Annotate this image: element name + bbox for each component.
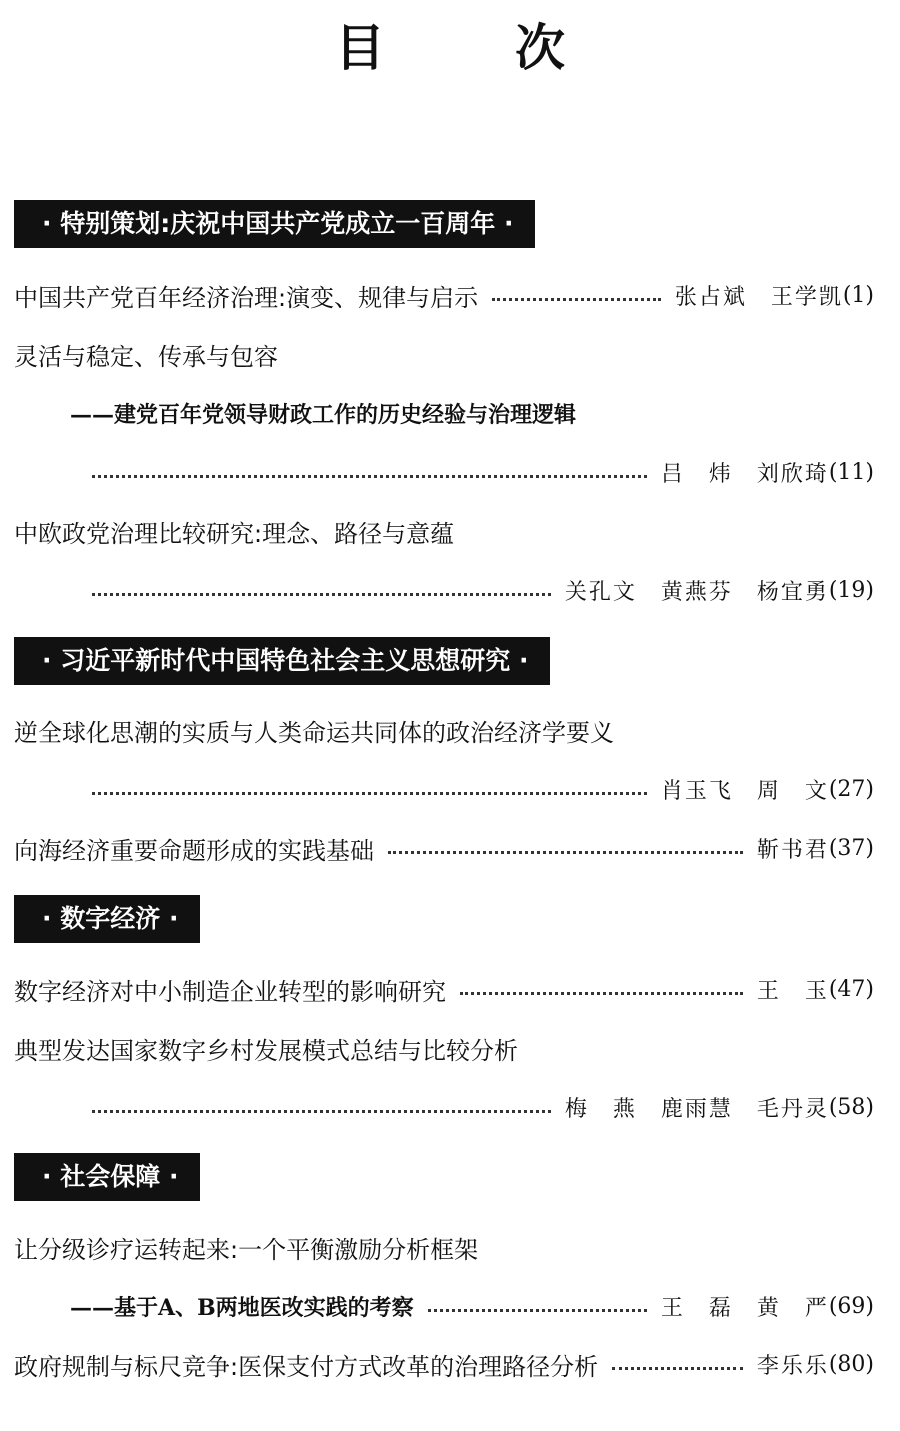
dot-leader — [612, 1367, 743, 1370]
bullet-dot-icon: · — [168, 904, 179, 933]
entry-authors: 吕 炜 刘欣琦 — [660, 461, 829, 487]
bullet-dot-icon: · — [503, 209, 514, 238]
bullet-dot-icon: · — [42, 1162, 52, 1191]
toc-entry-leader-line — [14, 1089, 874, 1125]
bullet-dot-icon: · — [42, 646, 52, 675]
entry-subtitle: ——基于A、B两地医改实践的考察 — [70, 1294, 414, 1321]
bullet-dot-icon: · — [518, 646, 529, 675]
section-header-digital-economy — [14, 895, 200, 943]
section-label: 特别策划:庆祝中国共产党成立一百周年 — [60, 209, 496, 238]
entry-authors: 王 磊 黄 严 — [660, 1295, 829, 1321]
dot-leader — [92, 1110, 551, 1113]
entry-title: 数字经济对中小制造企业转型的影响研究 — [14, 977, 446, 1006]
entry-title: 灵活与稳定、传承与包容 — [14, 342, 278, 371]
toc-entry-leader-line — [14, 771, 874, 807]
dot-leader — [92, 475, 647, 478]
entry-page: (69) — [828, 1293, 874, 1319]
toc-entry[interactable] — [14, 336, 874, 372]
entry-page: (58) — [828, 1094, 874, 1120]
toc-entry[interactable] — [14, 830, 874, 866]
dot-leader — [92, 792, 647, 795]
section-label: 数字经济 — [60, 904, 161, 933]
entry-title: 政府规制与标尺竞争:医保支付方式改革的治理路径分析 — [14, 1352, 599, 1381]
toc-entry-leader-line — [14, 572, 874, 608]
toc-entry[interactable] — [14, 1229, 874, 1265]
entry-subtitle: ——建党百年党领导财政工作的历史经验与治理逻辑 — [70, 401, 577, 428]
toc-entry[interactable] — [14, 1030, 874, 1066]
toc-entry[interactable] — [14, 712, 874, 748]
entry-page: (27) — [828, 776, 874, 802]
entry-authors: 关孔文 黄燕芬 杨宜勇 — [564, 579, 829, 605]
entry-authors: 靳书君 — [756, 837, 829, 863]
entry-page: (1) — [842, 282, 874, 308]
entry-page: (80) — [828, 1351, 874, 1377]
entry-page: (19) — [828, 577, 874, 603]
dot-leader — [92, 593, 551, 596]
toc-entry-leader-line — [14, 454, 874, 490]
entry-title: 典型发达国家数字乡村发展模式总结与比较分析 — [14, 1036, 518, 1065]
toc-entry-subtitle — [14, 1288, 874, 1324]
toc-entry[interactable] — [14, 1346, 874, 1382]
entry-title: 向海经济重要命题形成的实践基础 — [14, 836, 374, 865]
entry-title: 让分级诊疗运转起来:一个平衡激励分析框架 — [14, 1235, 479, 1264]
dot-leader — [388, 851, 743, 854]
dot-leader — [492, 298, 661, 301]
page-title: 目 次 — [335, 18, 605, 77]
section-header-social-security — [14, 1153, 200, 1201]
toc-entry-subtitle — [14, 395, 874, 431]
section-header-xi-thought — [14, 637, 550, 685]
bullet-dot-icon: · — [168, 1162, 179, 1191]
entry-page: (11) — [828, 459, 874, 485]
section-header-special-feature — [14, 200, 535, 248]
entry-authors: 王 玉 — [756, 978, 829, 1004]
toc-entry[interactable] — [14, 971, 874, 1007]
entry-authors: 梅 燕 鹿雨慧 毛丹灵 — [564, 1096, 829, 1122]
section-label: 习近平新时代中国特色社会主义思想研究 — [60, 646, 511, 675]
bullet-dot-icon: · — [42, 904, 52, 933]
toc-entry[interactable] — [14, 513, 874, 549]
entry-page: (37) — [828, 835, 874, 861]
entry-title: 中欧政党治理比较研究:理念、路径与意蕴 — [14, 519, 455, 548]
entry-title: 中国共产党百年经济治理:演变、规律与启示 — [14, 283, 479, 312]
section-label: 社会保障 — [60, 1162, 161, 1191]
entry-page: (47) — [828, 976, 874, 1002]
toc-entry[interactable] — [14, 277, 874, 313]
entry-authors: 肖玉飞 周 文 — [660, 778, 829, 804]
dot-leader — [428, 1309, 647, 1312]
entry-authors: 张占斌 王学凯 — [674, 284, 843, 310]
bullet-dot-icon: · — [42, 209, 52, 238]
entry-authors: 李乐乐 — [756, 1353, 829, 1379]
dot-leader — [460, 992, 743, 995]
entry-title: 逆全球化思潮的实质与人类命运共同体的政治经济学要义 — [14, 718, 614, 747]
